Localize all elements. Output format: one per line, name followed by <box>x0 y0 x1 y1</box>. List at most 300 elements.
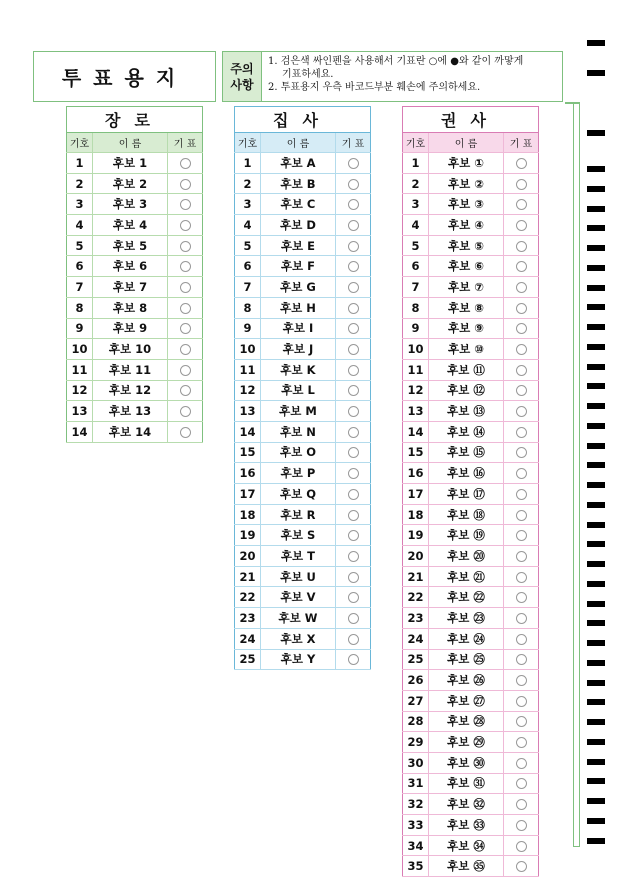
col-header-no: 기호 <box>67 133 93 153</box>
candidate-number: 12 <box>403 380 429 401</box>
candidate-row <box>67 318 203 339</box>
vote-circle[interactable] <box>516 820 527 831</box>
candidate-name: 후보 ⑦ <box>429 277 504 298</box>
candidate-row <box>403 587 539 608</box>
vote-circle[interactable] <box>516 530 527 541</box>
notice-line-1: 1. 검은색 싸인펜을 사용해서 기표란 ○에 ●와 같이 까맣게 <box>268 56 524 67</box>
vote-circle[interactable] <box>516 696 527 707</box>
candidate-number: 13 <box>235 401 261 422</box>
candidate-row <box>67 297 203 318</box>
candidate-name: 후보 S <box>261 525 336 546</box>
candidate-row <box>403 794 539 815</box>
vote-circle[interactable] <box>180 199 191 210</box>
candidate-row <box>403 649 539 670</box>
barcode-mark <box>587 423 605 429</box>
candidate-number: 6 <box>235 256 261 277</box>
candidate-name: 후보 4 <box>93 215 168 236</box>
candidate-row <box>403 463 539 484</box>
candidate-name: 후보 10 <box>93 339 168 360</box>
candidate-number: 2 <box>235 173 261 194</box>
candidate-number: 34 <box>403 835 429 856</box>
candidate-name: 후보 ⑳ <box>429 546 504 567</box>
vote-circle[interactable] <box>348 323 359 334</box>
candidate-number: 15 <box>235 442 261 463</box>
vote-circle[interactable] <box>348 613 359 624</box>
candidate-name: 후보 ㉚ <box>429 752 504 773</box>
candidate-number: 5 <box>235 235 261 256</box>
candidate-number: 35 <box>403 856 429 877</box>
vote-circle[interactable] <box>180 220 191 231</box>
vote-circle[interactable] <box>516 365 527 376</box>
vote-circle[interactable] <box>516 323 527 334</box>
candidate-row <box>403 153 539 174</box>
barcode-mark <box>587 581 605 587</box>
candidate-row <box>235 628 371 649</box>
candidate-name: 후보 ⑧ <box>429 297 504 318</box>
barcode-mark <box>587 660 605 666</box>
candidate-row <box>403 608 539 629</box>
candidate-row <box>403 566 539 587</box>
candidate-name: 후보 L <box>261 380 336 401</box>
candidate-name: 후보 E <box>261 235 336 256</box>
candidate-number: 23 <box>403 608 429 629</box>
vote-circle[interactable] <box>348 220 359 231</box>
vote-circle[interactable] <box>348 427 359 438</box>
candidate-number: 2 <box>403 173 429 194</box>
barcode-mark <box>587 344 605 350</box>
candidate-name: 후보 I <box>261 318 336 339</box>
candidate-row <box>235 484 371 505</box>
candidate-number: 4 <box>403 215 429 236</box>
candidate-row <box>235 401 371 422</box>
candidate-name: 후보 12 <box>93 380 168 401</box>
barcode-mark <box>587 640 605 646</box>
candidate-name: 후보 ㉟ <box>429 856 504 877</box>
candidate-number: 1 <box>235 153 261 174</box>
vote-circle[interactable] <box>348 592 359 603</box>
vote-circle[interactable] <box>348 510 359 521</box>
candidate-number: 17 <box>235 484 261 505</box>
candidate-number: 5 <box>403 235 429 256</box>
candidate-number: 3 <box>403 194 429 215</box>
barcode-mark <box>587 130 605 136</box>
barcode-mark <box>587 443 605 449</box>
candidate-name: 후보 V <box>261 587 336 608</box>
candidate-name: 후보 G <box>261 277 336 298</box>
candidate-name: 후보 F <box>261 256 336 277</box>
candidate-number: 3 <box>67 194 93 215</box>
candidate-row <box>67 380 203 401</box>
candidate-name: 후보 ㉑ <box>429 566 504 587</box>
barcode-mark <box>587 541 605 547</box>
candidate-number: 19 <box>403 525 429 546</box>
candidate-number: 10 <box>403 339 429 360</box>
notice-label <box>223 52 262 101</box>
candidate-name: 후보 ㉝ <box>429 815 504 836</box>
candidate-name: 후보 ㉞ <box>429 835 504 856</box>
col-header-name: 이 름 <box>93 133 168 153</box>
candidate-number: 8 <box>67 297 93 318</box>
candidate-name: 후보 Q <box>261 484 336 505</box>
candidate-row <box>235 173 371 194</box>
vote-circle[interactable] <box>516 406 527 417</box>
candidate-name: 후보 7 <box>93 277 168 298</box>
barcode-mark <box>587 699 605 705</box>
candidate-number: 23 <box>235 608 261 629</box>
candidate-number: 4 <box>67 215 93 236</box>
candidate-number: 32 <box>403 794 429 815</box>
candidate-row <box>403 421 539 442</box>
vote-circle[interactable] <box>516 241 527 252</box>
vote-circle[interactable] <box>516 344 527 355</box>
candidate-name: 후보 ㉗ <box>429 690 504 711</box>
vote-circle[interactable] <box>516 179 527 190</box>
candidate-name: 후보 ⑩ <box>429 339 504 360</box>
notice-line-2: 2. 투표용지 우측 바코드부분 훼손에 주의하세요. <box>268 82 481 93</box>
candidate-number: 25 <box>235 649 261 670</box>
barcode-mark <box>587 364 605 370</box>
candidate-name: 후보 ㉙ <box>429 732 504 753</box>
candidate-number: 24 <box>403 628 429 649</box>
candidate-number: 9 <box>403 318 429 339</box>
candidate-name: 후보 ⑰ <box>429 484 504 505</box>
vote-circle[interactable] <box>516 427 527 438</box>
vote-circle[interactable] <box>516 799 527 810</box>
candidate-name: 후보 R <box>261 504 336 525</box>
vote-circle[interactable] <box>516 861 527 872</box>
candidate-row <box>235 504 371 525</box>
candidate-row <box>403 628 539 649</box>
candidate-name: 후보 ㉒ <box>429 587 504 608</box>
vote-circle[interactable] <box>516 778 527 789</box>
candidate-name: 후보 5 <box>93 235 168 256</box>
barcode-mark <box>587 818 605 824</box>
notice-label-line2: 사항 <box>230 77 254 92</box>
vote-circle[interactable] <box>180 303 191 314</box>
candidate-name: 후보 ㉜ <box>429 794 504 815</box>
candidate-name: 후보 P <box>261 463 336 484</box>
candidate-row <box>235 380 371 401</box>
candidate-name: 후보 8 <box>93 297 168 318</box>
candidate-number: 5 <box>67 235 93 256</box>
candidate-number: 17 <box>403 484 429 505</box>
candidate-number: 18 <box>403 504 429 525</box>
vote-circle[interactable] <box>348 447 359 458</box>
barcode-mark <box>587 522 605 528</box>
ballot-title: 투표용지 <box>33 51 216 102</box>
candidate-number: 31 <box>403 773 429 794</box>
candidate-number: 16 <box>235 463 261 484</box>
candidate-name: 후보 ⑭ <box>429 421 504 442</box>
candidate-row <box>235 649 371 670</box>
candidate-name: 후보 ⑮ <box>429 442 504 463</box>
candidate-number: 12 <box>67 380 93 401</box>
candidate-row <box>403 359 539 380</box>
candidate-name: 후보 ⑲ <box>429 525 504 546</box>
col-header-name: 이 름 <box>261 133 336 153</box>
vote-circle[interactable] <box>516 841 527 852</box>
candidate-name: 후보 D <box>261 215 336 236</box>
candidate-row <box>67 277 203 298</box>
candidate-number: 7 <box>67 277 93 298</box>
candidate-number: 15 <box>403 442 429 463</box>
vote-circle[interactable] <box>348 385 359 396</box>
vote-circle[interactable] <box>348 572 359 583</box>
barcode-mark <box>587 759 605 765</box>
vote-circle[interactable] <box>516 158 527 169</box>
vote-circle[interactable] <box>348 634 359 645</box>
barcode-mark <box>587 798 605 804</box>
candidate-row <box>235 608 371 629</box>
candidate-name: 후보 J <box>261 339 336 360</box>
vote-circle[interactable] <box>348 179 359 190</box>
candidate-row <box>235 256 371 277</box>
vote-circle[interactable] <box>516 613 527 624</box>
candidate-name: 후보 ㉛ <box>429 773 504 794</box>
candidate-number: 29 <box>403 732 429 753</box>
candidate-row <box>235 546 371 567</box>
candidate-number: 22 <box>403 587 429 608</box>
vote-circle[interactable] <box>516 489 527 500</box>
vote-circle[interactable] <box>180 385 191 396</box>
candidate-row <box>403 256 539 277</box>
section-title: 장로 <box>67 107 203 133</box>
candidate-name: 후보 Y <box>261 649 336 670</box>
candidate-row <box>403 773 539 794</box>
vote-circle[interactable] <box>348 261 359 272</box>
candidate-row <box>403 235 539 256</box>
candidate-row <box>235 297 371 318</box>
candidate-number: 26 <box>403 670 429 691</box>
candidate-number: 1 <box>67 153 93 174</box>
candidate-name: 후보 ④ <box>429 215 504 236</box>
barcode-mark <box>587 502 605 508</box>
section-table-deacon <box>234 106 371 670</box>
vote-circle[interactable] <box>348 241 359 252</box>
candidate-name: 후보 C <box>261 194 336 215</box>
vote-circle[interactable] <box>348 406 359 417</box>
vote-circle[interactable] <box>516 716 527 727</box>
candidate-row <box>67 421 203 442</box>
candidate-name: 후보 2 <box>93 173 168 194</box>
candidate-name: 후보 ⑯ <box>429 463 504 484</box>
barcode-mark <box>587 166 605 172</box>
candidate-name: 후보 ③ <box>429 194 504 215</box>
candidate-number: 6 <box>67 256 93 277</box>
candidate-row <box>235 215 371 236</box>
candidate-row <box>403 297 539 318</box>
candidate-number: 16 <box>403 463 429 484</box>
candidate-row <box>67 173 203 194</box>
candidate-name: 후보 O <box>261 442 336 463</box>
vote-circle[interactable] <box>516 758 527 769</box>
candidate-row <box>67 153 203 174</box>
candidate-name: 후보 ㉕ <box>429 649 504 670</box>
candidate-row <box>67 401 203 422</box>
candidate-row <box>403 711 539 732</box>
candidate-number: 22 <box>235 587 261 608</box>
candidate-number: 14 <box>235 421 261 442</box>
section-title: 권사 <box>403 107 539 133</box>
candidate-row <box>403 732 539 753</box>
vote-circle[interactable] <box>180 344 191 355</box>
candidate-number: 28 <box>403 711 429 732</box>
vote-circle[interactable] <box>180 179 191 190</box>
candidate-number: 20 <box>235 546 261 567</box>
vote-circle[interactable] <box>516 282 527 293</box>
candidate-number: 11 <box>67 359 93 380</box>
vote-circle[interactable] <box>516 592 527 603</box>
candidate-row <box>235 525 371 546</box>
vote-circle[interactable] <box>516 510 527 521</box>
candidate-name: 후보 ㉘ <box>429 711 504 732</box>
vote-circle[interactable] <box>180 261 191 272</box>
vote-circle[interactable] <box>516 199 527 210</box>
notice-body <box>262 52 562 101</box>
vote-circle[interactable] <box>180 427 191 438</box>
notice-box <box>222 51 563 102</box>
vote-circle[interactable] <box>180 158 191 169</box>
col-header-vote: 기 표 <box>168 133 203 153</box>
candidate-row <box>67 235 203 256</box>
vote-circle[interactable] <box>180 323 191 334</box>
vote-circle[interactable] <box>516 303 527 314</box>
vote-circle[interactable] <box>516 551 527 562</box>
candidate-name: 후보 9 <box>93 318 168 339</box>
right-border-strip <box>573 102 580 847</box>
candidate-row <box>235 442 371 463</box>
vote-circle[interactable] <box>516 572 527 583</box>
candidate-row <box>403 690 539 711</box>
candidate-number: 18 <box>235 504 261 525</box>
candidate-row <box>67 194 203 215</box>
candidate-row <box>403 194 539 215</box>
vote-circle[interactable] <box>348 468 359 479</box>
vote-circle[interactable] <box>348 654 359 665</box>
vote-circle[interactable] <box>516 634 527 645</box>
section-title: 집사 <box>235 107 371 133</box>
col-header-name: 이 름 <box>429 133 504 153</box>
candidate-row <box>235 318 371 339</box>
barcode-mark <box>587 838 605 844</box>
candidate-name: 후보 ⑪ <box>429 359 504 380</box>
vote-circle[interactable] <box>516 447 527 458</box>
candidate-name: 후보 W <box>261 608 336 629</box>
candidate-row <box>403 856 539 877</box>
vote-circle[interactable] <box>516 220 527 231</box>
vote-circle[interactable] <box>516 385 527 396</box>
candidate-name: 후보 ⑫ <box>429 380 504 401</box>
candidate-number: 13 <box>67 401 93 422</box>
vote-circle[interactable] <box>180 406 191 417</box>
candidate-row <box>403 318 539 339</box>
candidate-number: 21 <box>235 566 261 587</box>
candidate-name: 후보 M <box>261 401 336 422</box>
vote-circle[interactable] <box>516 675 527 686</box>
candidate-row <box>235 277 371 298</box>
vote-circle[interactable] <box>348 199 359 210</box>
candidate-row <box>235 153 371 174</box>
candidate-row <box>403 215 539 236</box>
candidate-number: 3 <box>235 194 261 215</box>
barcode-mark <box>587 383 605 389</box>
barcode-mark <box>587 70 605 76</box>
candidate-name: 후보 N <box>261 421 336 442</box>
candidate-number: 4 <box>235 215 261 236</box>
candidate-row <box>403 670 539 691</box>
candidate-row <box>403 173 539 194</box>
candidate-name: 후보 ㉖ <box>429 670 504 691</box>
candidate-number: 9 <box>235 318 261 339</box>
candidate-number: 10 <box>67 339 93 360</box>
vote-circle[interactable] <box>516 737 527 748</box>
candidate-name: 후보 3 <box>93 194 168 215</box>
barcode-mark <box>587 561 605 567</box>
candidate-number: 11 <box>235 359 261 380</box>
barcode-mark <box>587 620 605 626</box>
candidate-name: 후보 T <box>261 546 336 567</box>
candidate-number: 9 <box>67 318 93 339</box>
vote-circle[interactable] <box>348 158 359 169</box>
candidate-row <box>235 339 371 360</box>
vote-circle[interactable] <box>348 365 359 376</box>
vote-circle[interactable] <box>348 344 359 355</box>
vote-circle[interactable] <box>348 551 359 562</box>
candidate-number: 33 <box>403 815 429 836</box>
candidate-row <box>235 566 371 587</box>
candidate-name: 후보 ② <box>429 173 504 194</box>
candidate-row <box>235 587 371 608</box>
vote-circle[interactable] <box>516 261 527 272</box>
candidate-number: 10 <box>235 339 261 360</box>
vote-circle[interactable] <box>348 489 359 500</box>
candidate-number: 1 <box>403 153 429 174</box>
candidate-row <box>403 277 539 298</box>
candidate-name: 후보 11 <box>93 359 168 380</box>
barcode-mark <box>587 285 605 291</box>
candidate-name: 후보 K <box>261 359 336 380</box>
candidate-name: 후보 ㉔ <box>429 628 504 649</box>
candidate-name: 후보 ① <box>429 153 504 174</box>
candidate-row <box>235 359 371 380</box>
vote-circle[interactable] <box>180 365 191 376</box>
barcode-mark <box>587 265 605 271</box>
candidate-row <box>235 421 371 442</box>
vote-circle[interactable] <box>348 303 359 314</box>
candidate-row <box>403 504 539 525</box>
candidate-name: 후보 14 <box>93 421 168 442</box>
candidate-row <box>403 380 539 401</box>
candidate-number: 13 <box>403 401 429 422</box>
barcode-mark <box>587 40 605 46</box>
candidate-row <box>235 194 371 215</box>
vote-circle[interactable] <box>516 654 527 665</box>
candidate-name: 후보 H <box>261 297 336 318</box>
candidate-row <box>403 442 539 463</box>
candidate-name: 후보 13 <box>93 401 168 422</box>
candidate-number: 21 <box>403 566 429 587</box>
barcode-mark <box>587 186 605 192</box>
vote-circle[interactable] <box>348 530 359 541</box>
vote-circle[interactable] <box>348 282 359 293</box>
candidate-row <box>67 215 203 236</box>
candidate-number: 24 <box>235 628 261 649</box>
notice-line-1-cont: 기표하세요. <box>282 69 334 80</box>
vote-circle[interactable] <box>516 468 527 479</box>
vote-circle[interactable] <box>180 241 191 252</box>
candidate-number: 8 <box>403 297 429 318</box>
vote-circle[interactable] <box>180 282 191 293</box>
